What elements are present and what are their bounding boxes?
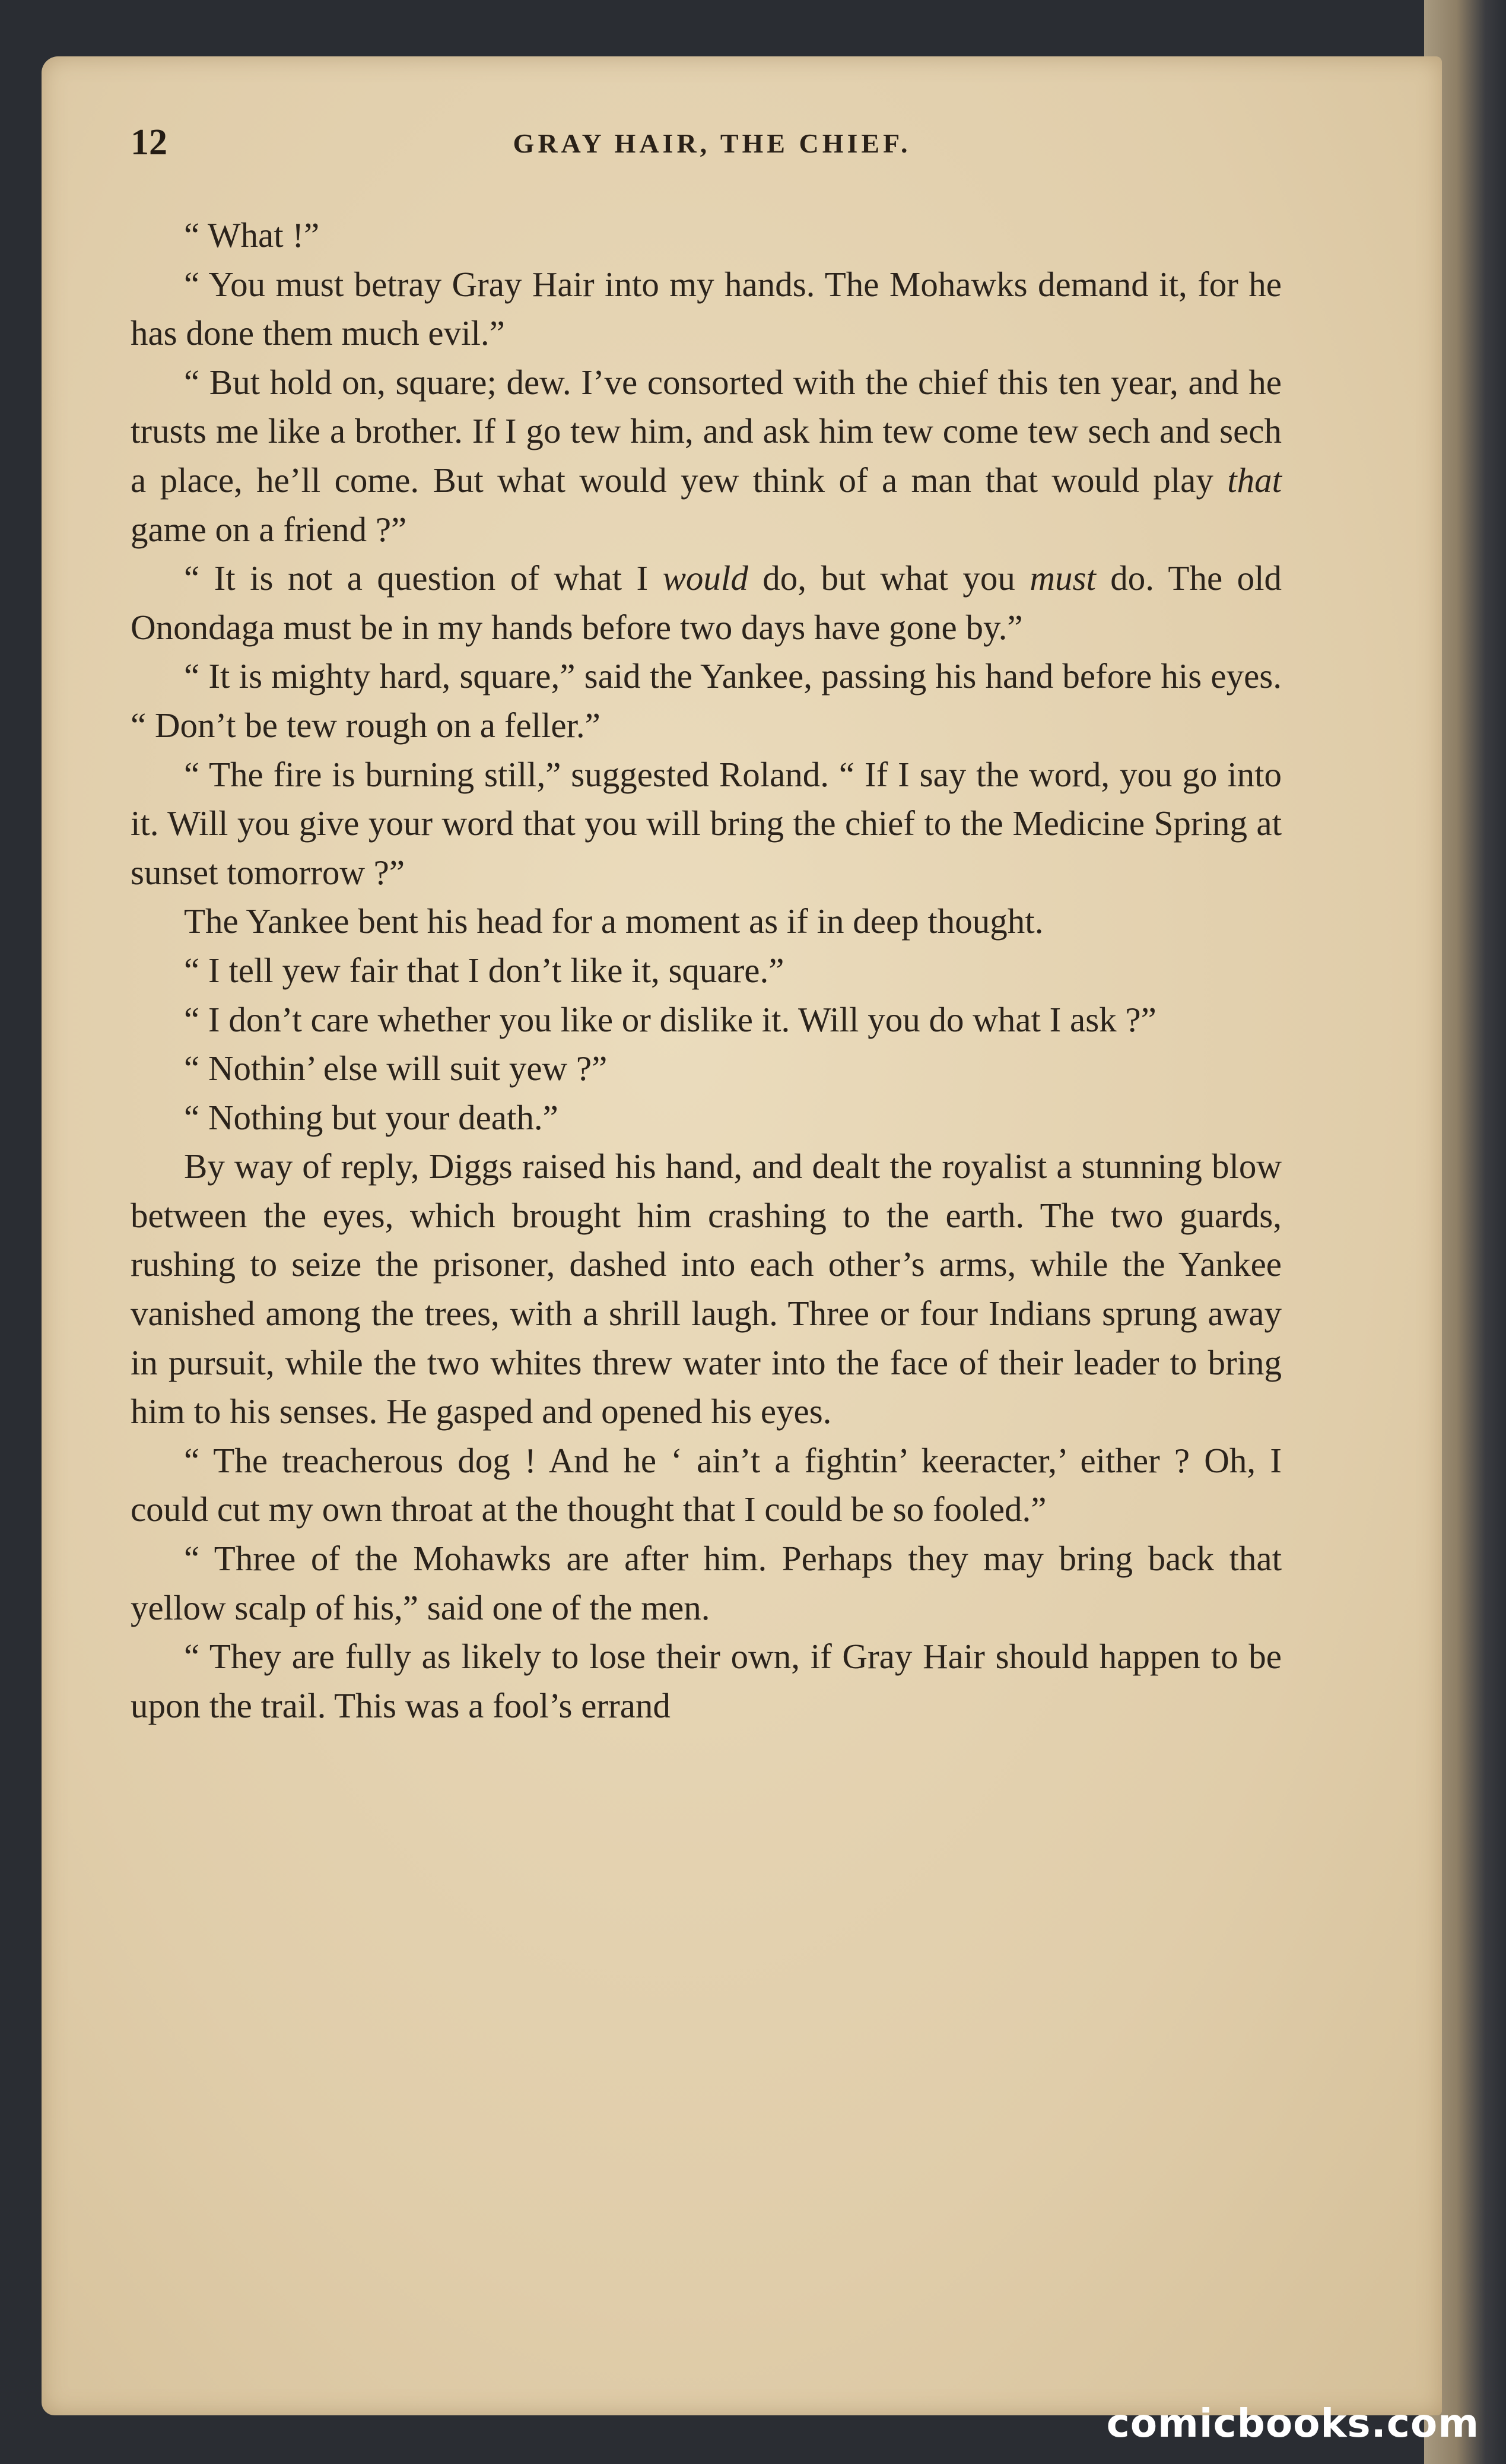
text-run: “ I don’t care whether you like or dislike it. Will you do what I ask ?”: [184, 999, 1156, 1039]
text-run: “ The fire is burning still,” suggested Roland. “ If I say the word, you go into it. Will you give your word that you will bring the chief to the Medicine Spring at sunset tomorrow ?”: [131, 754, 1282, 892]
paragraph: [131, 211, 1282, 260]
text-run: “ It is mighty hard, square,” said the Yankee, passing his hand before his eyes. “ Don’t be tew rough on a feller.”: [131, 656, 1282, 745]
text-run: “ Three of the Mohawks are after him. Perhaps they may bring back that yellow scalp of his,” said one of the men.: [131, 1539, 1282, 1627]
text-run: “ Nothin’ else will suit yew ?”: [184, 1049, 608, 1088]
italic-text: that: [1227, 460, 1282, 500]
text-run: do. The old Onondaga must be in my hands before two days have gone by.”: [131, 558, 1282, 647]
text-run: “ Nothing but your death.”: [184, 1097, 558, 1137]
text-run: “ They are fully as likely to lose their own, if Gray Hair should happen to be upon the trail. This was a fool’s errand: [131, 1637, 1282, 1725]
paragraph: [131, 1534, 1282, 1632]
text-run: game on a friend ?”: [131, 509, 407, 549]
paragraph: [131, 897, 1282, 946]
text-run: do, but what you: [748, 558, 1030, 598]
paragraph: [131, 358, 1282, 554]
page-number: 12: [131, 122, 167, 163]
paragraph: [131, 1632, 1282, 1730]
text-run: “ But hold on, square; dew. I’ve consorted with the chief this ten year, and he trusts me like a brother. If I go tew him, and ask him tew come tew sech and sech a place, he’ll come. But what would yew think of a man that would play: [131, 362, 1282, 500]
italic-text: must: [1030, 558, 1096, 598]
paragraph: [131, 946, 1282, 995]
paragraph: [131, 260, 1282, 358]
running-head: GRAY HAIR, THE CHIEF.: [513, 128, 911, 158]
text-run: “ The treacherous dog ! And he ‘ ain’t a fightin’ keeracter,’ either ? Oh, I could cut my own throat at the thought that I could be so fooled.”: [131, 1440, 1282, 1529]
text-run: The Yankee bent his head for a moment as if in deep thought.: [184, 901, 1044, 941]
text-run: “ What !”: [184, 215, 320, 255]
paragraph: [131, 554, 1282, 652]
paragraph: [131, 1436, 1282, 1534]
text-run: By way of reply, Diggs raised his hand, and dealt the royalist a stunning blow between the eyes, which brought him crashing to the earth. The two guards, rushing to seize the prisoner, dashed into each other’s arms, while the Yankee vanished among the trees, with a shrill laugh. Three or four Indians sprung away in pursuit, while the two whites threw water into the face of their leader to bring him to his senses. He gasped and opened his eyes.: [131, 1147, 1282, 1431]
page-header: [131, 122, 1294, 169]
text-run: “ It is not a question of what I: [184, 558, 663, 598]
italic-text: would: [662, 558, 748, 598]
text-run: “ You must betray Gray Hair into my hands. The Mohawks demand it, for he has done them much evil.”: [131, 264, 1282, 353]
paragraph: [131, 1142, 1282, 1436]
watermark: comicbooks.com: [1106, 2401, 1479, 2446]
paragraph: [131, 1044, 1282, 1093]
paragraph: [131, 652, 1282, 750]
text-run: “ I tell yew fair that I don’t like it, square.”: [184, 950, 784, 990]
paragraph: [131, 750, 1282, 897]
body-text: [131, 211, 1282, 1730]
paragraph: [131, 1093, 1282, 1142]
paragraph: [131, 995, 1282, 1044]
